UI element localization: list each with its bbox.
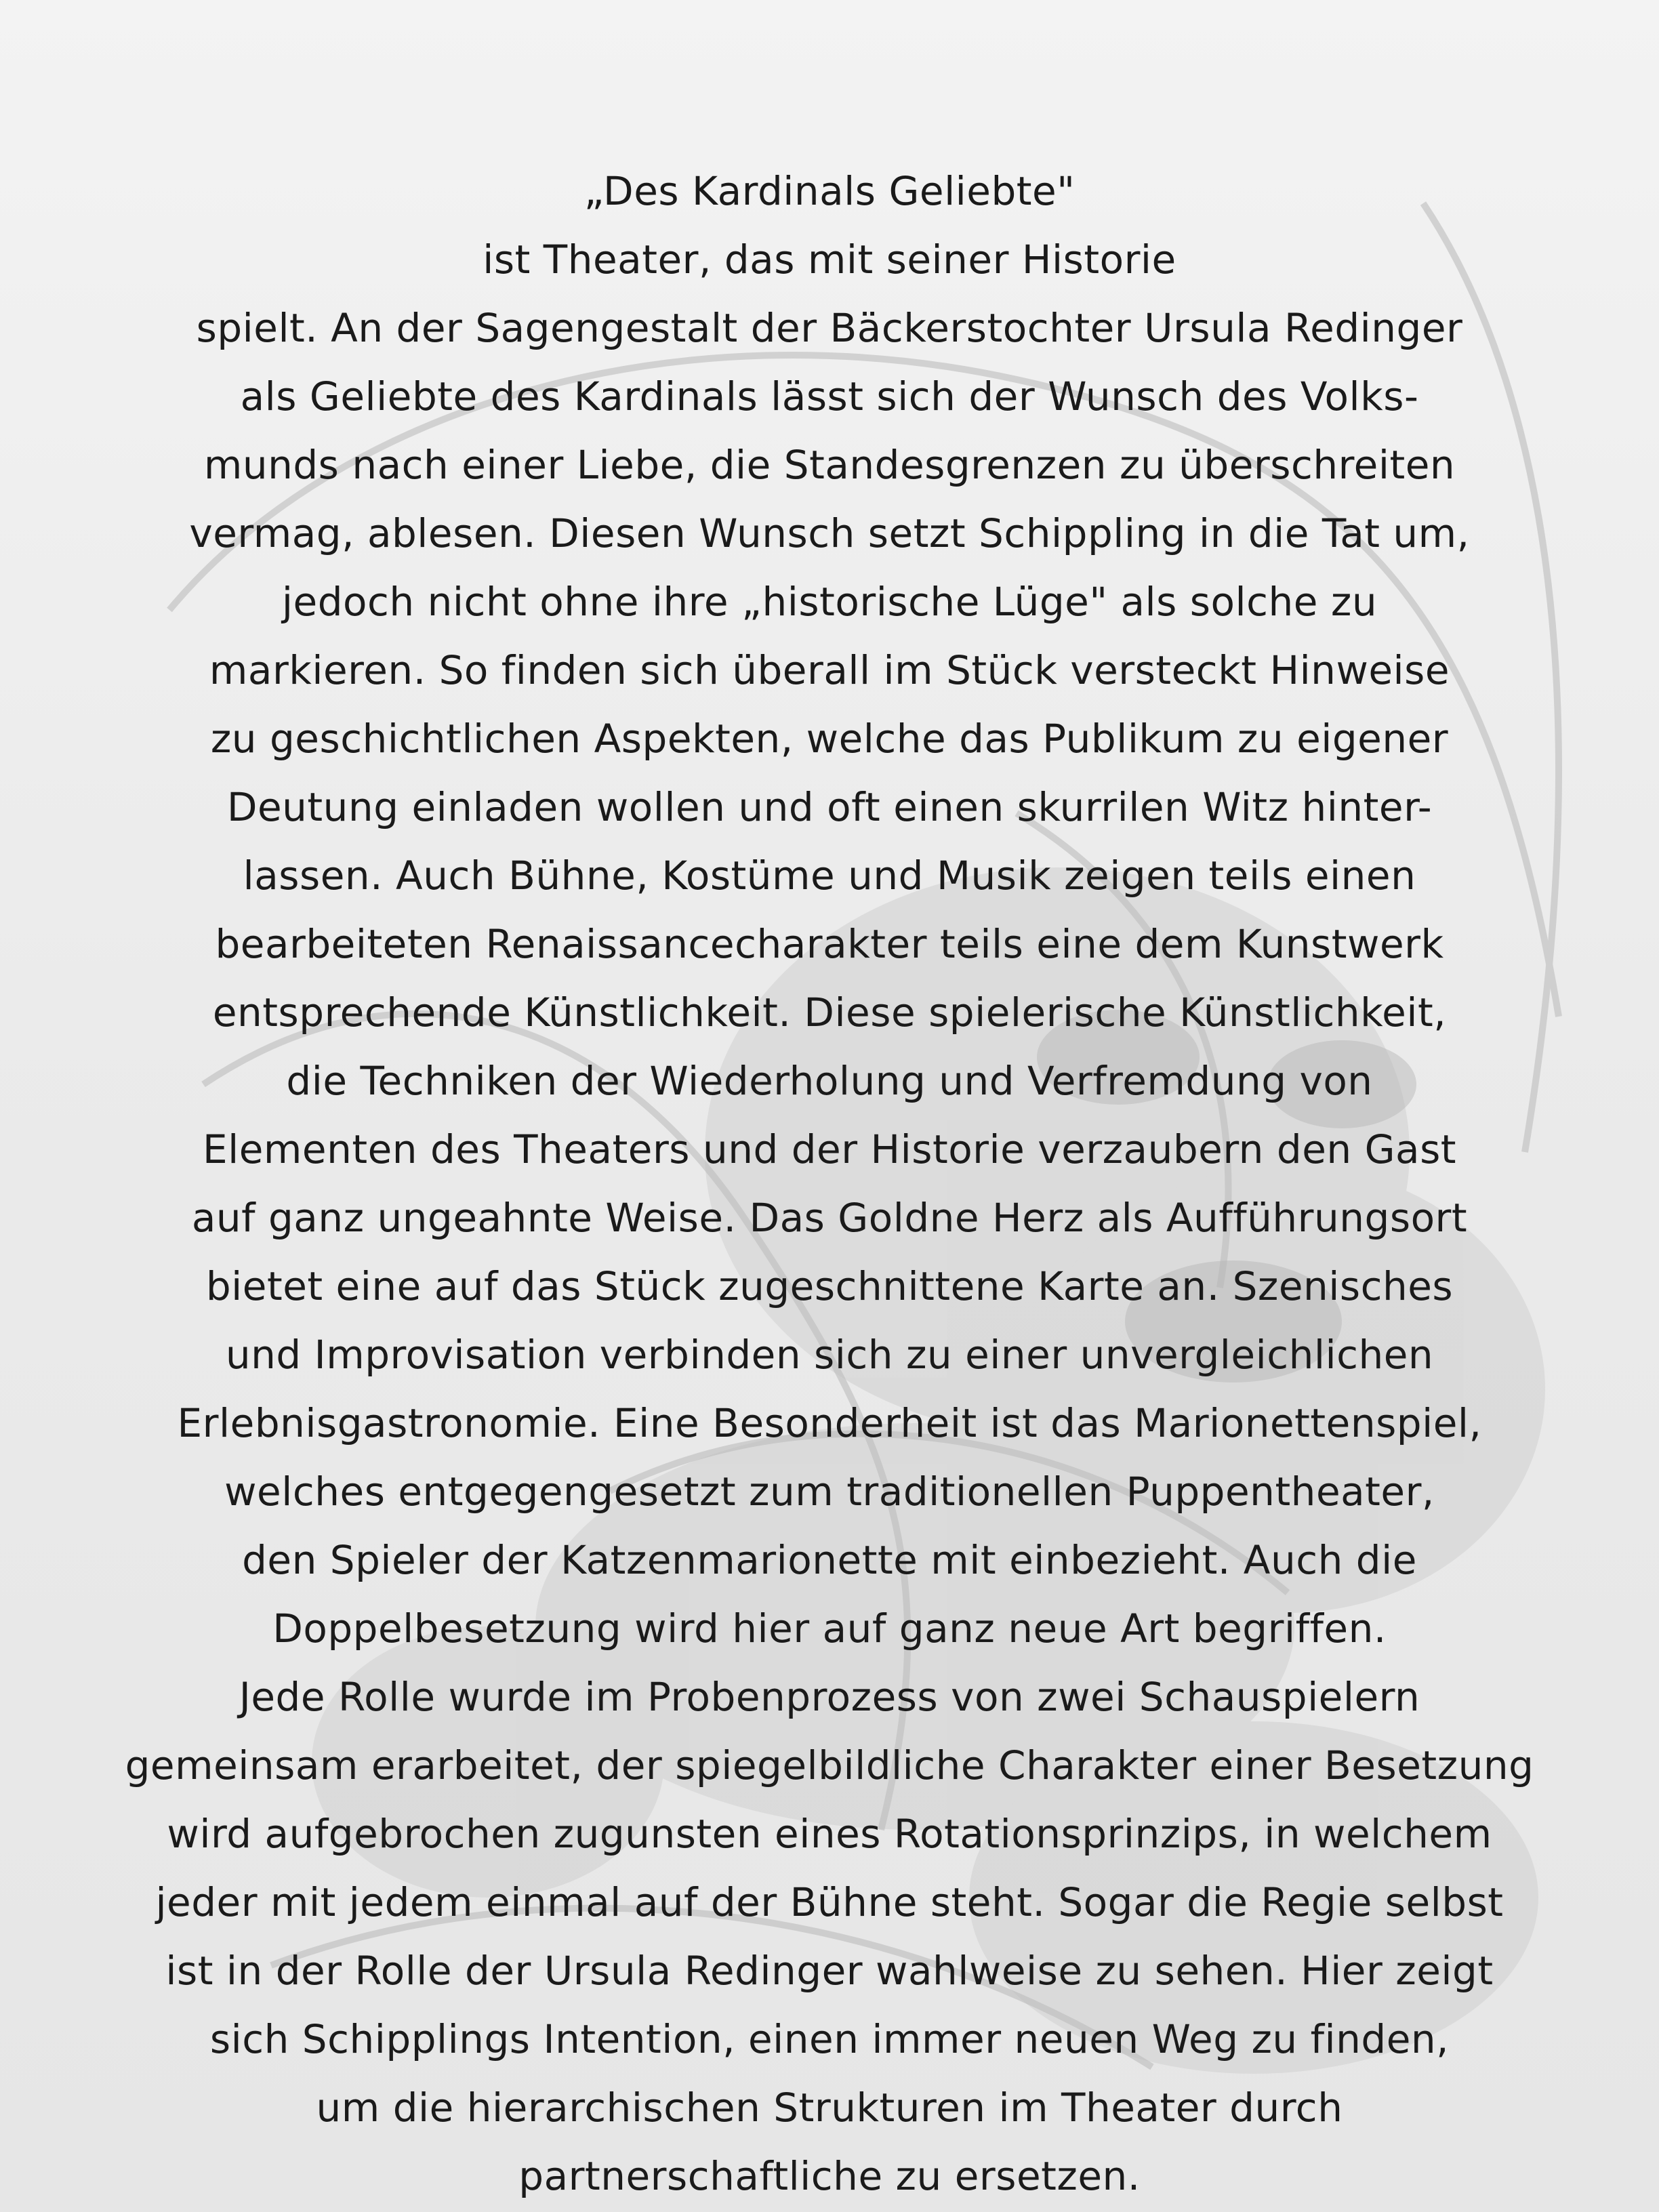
text-line: jeder mit jedem einmal auf der Bühne steht. Sogar die Regie selbst <box>155 1879 1504 1925</box>
text-line: auf ganz ungeahnte Weise. Das Goldne Herz als Aufführungsort <box>191 1195 1468 1241</box>
text-line: markieren. So finden sich überall im Stück versteckt Hinweise <box>209 647 1450 693</box>
text-line: lassen. Auch Bühne, Kostüme und Musik zeigen teils einen <box>243 853 1416 899</box>
text-line: vermag, ablesen. Diesen Wunsch setzt Schippling in die Tat um, <box>189 510 1470 556</box>
text-line: spielt. An der Sagengestalt der Bäckerstochter Ursula Redinger <box>196 305 1463 351</box>
text-line: um die hierarchischen Strukturen im Theater durch <box>316 2085 1343 2131</box>
text-line: wird aufgebrochen zugunsten eines Rotationsprinzips, in welchem <box>167 1811 1492 1857</box>
text-line: bietet eine auf das Stück zugeschnittene Karte an. Szenisches <box>205 1263 1454 1309</box>
text-line: bearbeiteten Renaissancecharakter teils eine dem Kunstwerk <box>215 921 1444 967</box>
text-line: partnerschaftliche zu ersetzen. <box>518 2153 1141 2199</box>
text-line: als Geliebte des Kardinals lässt sich der Wunsch des Volks- <box>240 373 1419 419</box>
text-line: entsprechende Künstlichkeit. Diese spielerische Künstlichkeit, <box>212 989 1447 1036</box>
text-line: Erlebnisgastronomie. Eine Besonderheit ist das Marionettenspiel, <box>177 1400 1482 1446</box>
text-line: gemeinsam erarbeitet, der spiegelbildliche Charakter einer Besetzung <box>125 1742 1534 1788</box>
text-line: Doppelbesetzung wird hier auf ganz neue Art begriffen. <box>272 1605 1387 1652</box>
text-line: jedoch nicht ohne ihre „historische Lüge" als solche zu <box>281 579 1378 625</box>
text-line: die Techniken der Wiederholung und Verfremdung von <box>286 1058 1373 1104</box>
text-line: zu geschichtlichen Aspekten, welche das Publikum zu eigener <box>210 716 1449 762</box>
text-line: und Improvisation verbinden sich zu einer unvergleichlichen <box>225 1332 1434 1378</box>
body-text <box>41 157 1618 2211</box>
text-line: den Spieler der Katzenmarionette mit einbezieht. Auch die <box>242 1537 1417 1583</box>
text-line: Jede Rolle wurde im Probenprozess von zwei Schauspielern <box>239 1674 1420 1720</box>
text-line-title: „Des Kardinals Geliebte" <box>583 168 1076 214</box>
text-line: welches entgegengesetzt zum traditionellen Puppentheater, <box>224 1469 1435 1515</box>
text-line: sich Schipplings Intention, einen immer neuen Weg zu finden, <box>209 2016 1450 2062</box>
text-line: Deutung einladen wollen und oft einen skurrilen Witz hinter- <box>226 784 1433 830</box>
text-line: munds nach einer Liebe, die Standesgrenzen zu überschreiten <box>203 442 1456 488</box>
text-line: ist in der Rolle der Ursula Redinger wahlweise zu sehen. Hier zeigt <box>165 1948 1494 1994</box>
text-line: Elementen des Theaters und der Historie verzaubern den Gast <box>202 1126 1457 1172</box>
text-line: ist Theater, das mit seiner Historie <box>483 237 1176 283</box>
